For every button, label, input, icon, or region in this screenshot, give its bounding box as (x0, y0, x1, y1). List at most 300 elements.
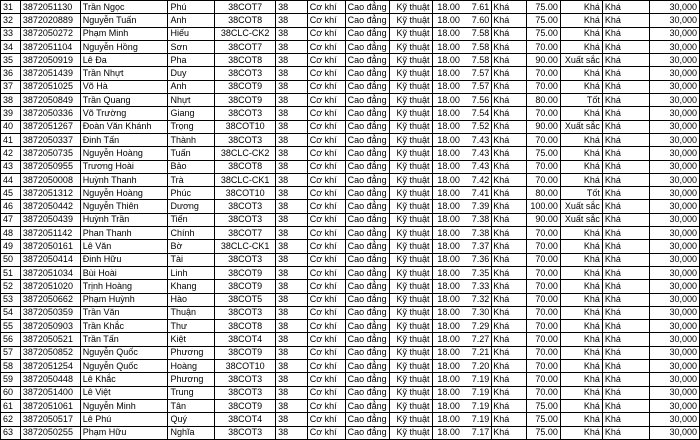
cell-level: Cao đẳng (345, 413, 389, 426)
table-row (1, 67, 700, 80)
cell-row-number: 47 (1, 213, 21, 226)
cell-class: 38COT8 (215, 54, 276, 67)
cell-academic-rank: Khá (492, 173, 527, 186)
cell-last-name: Trịnh Hoàng (80, 280, 168, 293)
cell-cohort: 38 (276, 147, 308, 160)
cell-level: Cao đẳng (345, 346, 389, 359)
cell-gpa: 7.29 (462, 320, 492, 333)
cell-credits: 18.00 (432, 373, 462, 386)
cell-level: Cao đẳng (345, 240, 389, 253)
cell-credits: 18.00 (432, 360, 462, 373)
cell-credits: 18.00 (432, 187, 462, 200)
cell-academic-rank: Khá (492, 120, 527, 133)
cell-credits: 18.00 (432, 133, 462, 146)
cell-credits: 18.00 (432, 173, 462, 186)
cell-academic-rank: Khá (492, 133, 527, 146)
cell-cohort: 38 (276, 54, 308, 67)
cell-department: Cơ khí (307, 40, 345, 53)
cell-row-number: 34 (1, 40, 21, 53)
cell-student-id: 3872050955 (20, 160, 80, 173)
cell-class: 38COT8 (215, 320, 276, 333)
cell-last-name: Huỳnh Trần (80, 213, 168, 226)
cell-level: Cao đẳng (345, 253, 389, 266)
cell-overall-rank: Khá (602, 266, 649, 279)
cell-overall-rank: Khá (602, 399, 649, 412)
cell-last-name: Trần Tấn (80, 333, 168, 346)
cell-overall-rank: Khá (602, 253, 649, 266)
cell-credits: 18.00 (432, 227, 462, 240)
cell-academic-rank: Khá (492, 266, 527, 279)
cell-row-number: 54 (1, 306, 21, 319)
cell-cohort: 38 (276, 413, 308, 426)
cell-level: Cao đẳng (345, 1, 389, 14)
cell-first-name: Thuận (168, 306, 215, 319)
cell-row-number: 55 (1, 320, 21, 333)
cell-amount: 30,000 (650, 266, 700, 279)
cell-department: Cơ khí (307, 147, 345, 160)
cell-amount: 30,000 (650, 173, 700, 186)
cell-field: Kỹ thuật (389, 187, 432, 200)
cell-conduct-rank: Khá (560, 386, 602, 399)
cell-department: Cơ khí (307, 360, 345, 373)
cell-overall-rank: Khá (602, 293, 649, 306)
cell-conduct-score: 70.00 (526, 160, 560, 173)
table-row (1, 280, 700, 293)
cell-cohort: 38 (276, 27, 308, 40)
cell-row-number: 57 (1, 346, 21, 359)
cell-credits: 18.00 (432, 67, 462, 80)
cell-level: Cao đẳng (345, 173, 389, 186)
cell-conduct-rank: Khá (560, 280, 602, 293)
cell-gpa: 7.52 (462, 120, 492, 133)
cell-department: Cơ khí (307, 320, 345, 333)
cell-cohort: 38 (276, 306, 308, 319)
cell-student-id: 3872050903 (20, 320, 80, 333)
cell-row-number: 62 (1, 413, 21, 426)
cell-student-id: 3872050359 (20, 306, 80, 319)
cell-amount: 30,000 (650, 94, 700, 107)
cell-student-id: 3872020889 (20, 14, 80, 27)
cell-conduct-score: 70.00 (526, 360, 560, 373)
cell-gpa: 7.61 (462, 1, 492, 14)
cell-academic-rank: Khá (492, 227, 527, 240)
cell-level: Cao đẳng (345, 373, 389, 386)
cell-first-name: Giang (168, 107, 215, 120)
cell-class: 38COT9 (215, 280, 276, 293)
cell-department: Cơ khí (307, 213, 345, 226)
cell-credits: 18.00 (432, 40, 462, 53)
cell-gpa: 7.36 (462, 253, 492, 266)
cell-conduct-score: 70.00 (526, 253, 560, 266)
cell-amount: 30,000 (650, 280, 700, 293)
cell-student-id: 3872051254 (20, 360, 80, 373)
cell-gpa: 7.56 (462, 94, 492, 107)
cell-class: 38COT3 (215, 426, 276, 439)
cell-conduct-score: 75.00 (526, 14, 560, 27)
cell-conduct-rank: Khá (560, 240, 602, 253)
cell-student-id: 3872050517 (20, 413, 80, 426)
cell-class: 38COT7 (215, 40, 276, 53)
cell-overall-rank: Khá (602, 346, 649, 359)
cell-field: Kỹ thuật (389, 293, 432, 306)
cell-last-name: Lê Khắc (80, 373, 168, 386)
cell-credits: 18.00 (432, 240, 462, 253)
cell-conduct-score: 75.00 (526, 426, 560, 439)
cell-amount: 30,000 (650, 320, 700, 333)
cell-row-number: 52 (1, 280, 21, 293)
cell-conduct-score: 75.00 (526, 1, 560, 14)
cell-gpa: 7.37 (462, 240, 492, 253)
cell-student-id: 3872051312 (20, 187, 80, 200)
cell-level: Cao đẳng (345, 360, 389, 373)
cell-class: 38COT3 (215, 200, 276, 213)
cell-student-id: 3872051025 (20, 80, 80, 93)
table-row (1, 253, 700, 266)
cell-amount: 30,000 (650, 213, 700, 226)
cell-academic-rank: Khá (492, 240, 527, 253)
cell-overall-rank: Khá (602, 227, 649, 240)
table-row (1, 266, 700, 279)
cell-row-number: 35 (1, 54, 21, 67)
table-row (1, 373, 700, 386)
cell-amount: 30,000 (650, 80, 700, 93)
cell-amount: 30,000 (650, 187, 700, 200)
cell-row-number: 53 (1, 293, 21, 306)
cell-department: Cơ khí (307, 67, 345, 80)
cell-department: Cơ khí (307, 306, 345, 319)
cell-credits: 18.00 (432, 413, 462, 426)
cell-level: Cao đẳng (345, 14, 389, 27)
cell-last-name: Trần Ngọc (80, 1, 168, 14)
cell-conduct-score: 70.00 (526, 346, 560, 359)
cell-last-name: Trần Văn (80, 306, 168, 319)
cell-student-id: 3872050852 (20, 346, 80, 359)
cell-row-number: 31 (1, 1, 21, 14)
cell-conduct-score: 75.00 (526, 147, 560, 160)
cell-cohort: 38 (276, 426, 308, 439)
cell-conduct-rank: Khá (560, 293, 602, 306)
cell-cohort: 38 (276, 40, 308, 53)
cell-field: Kỹ thuật (389, 160, 432, 173)
cell-cohort: 38 (276, 320, 308, 333)
cell-overall-rank: Khá (602, 1, 649, 14)
cell-class: 38COT9 (215, 80, 276, 93)
cell-first-name: Chính (168, 227, 215, 240)
cell-department: Cơ khí (307, 1, 345, 14)
cell-student-id: 3872050255 (20, 426, 80, 439)
cell-level: Cao đẳng (345, 107, 389, 120)
cell-first-name: Pha (168, 54, 215, 67)
cell-amount: 30,000 (650, 306, 700, 319)
cell-conduct-rank: Khá (560, 413, 602, 426)
cell-overall-rank: Khá (602, 107, 649, 120)
cell-student-id: 3872051400 (20, 386, 80, 399)
cell-credits: 18.00 (432, 213, 462, 226)
cell-amount: 30,000 (650, 67, 700, 80)
cell-last-name: Lê Phú (80, 413, 168, 426)
cell-conduct-rank: Khá (560, 333, 602, 346)
cell-conduct-rank: Khá (560, 147, 602, 160)
cell-cohort: 38 (276, 187, 308, 200)
cell-academic-rank: Khá (492, 333, 527, 346)
cell-gpa: 7.57 (462, 67, 492, 80)
cell-class: 38COT9 (215, 266, 276, 279)
cell-class: 38COT3 (215, 386, 276, 399)
cell-credits: 18.00 (432, 160, 462, 173)
cell-department: Cơ khí (307, 293, 345, 306)
table-row (1, 227, 700, 240)
cell-overall-rank: Khá (602, 173, 649, 186)
cell-class: 38COT4 (215, 413, 276, 426)
cell-credits: 18.00 (432, 27, 462, 40)
cell-conduct-score: 70.00 (526, 306, 560, 319)
cell-gpa: 7.27 (462, 333, 492, 346)
cell-credits: 18.00 (432, 80, 462, 93)
cell-field: Kỹ thuật (389, 253, 432, 266)
cell-conduct-score: 90.00 (526, 54, 560, 67)
cell-gpa: 7.58 (462, 54, 492, 67)
cell-academic-rank: Khá (492, 40, 527, 53)
table-row (1, 187, 700, 200)
cell-gpa: 7.19 (462, 373, 492, 386)
cell-student-id: 3872050919 (20, 54, 80, 67)
cell-cohort: 38 (276, 1, 308, 14)
cell-row-number: 56 (1, 333, 21, 346)
cell-field: Kỹ thuật (389, 14, 432, 27)
cell-student-id: 3872051104 (20, 40, 80, 53)
cell-class: 38COT3 (215, 67, 276, 80)
cell-cohort: 38 (276, 253, 308, 266)
cell-first-name: Trà (168, 173, 215, 186)
cell-academic-rank: Khá (492, 306, 527, 319)
table-row (1, 40, 700, 53)
cell-class: 38COT3 (215, 253, 276, 266)
cell-conduct-rank: Xuất sắc (560, 200, 602, 213)
cell-overall-rank: Khá (602, 54, 649, 67)
cell-level: Cao đẳng (345, 386, 389, 399)
cell-cohort: 38 (276, 160, 308, 173)
cell-amount: 30,000 (650, 147, 700, 160)
cell-first-name: Bờ (168, 240, 215, 253)
cell-credits: 18.00 (432, 333, 462, 346)
cell-row-number: 46 (1, 200, 21, 213)
cell-student-id: 3872050336 (20, 107, 80, 120)
cell-academic-rank: Khá (492, 54, 527, 67)
cell-conduct-rank: Khá (560, 360, 602, 373)
cell-student-id: 3872050008 (20, 173, 80, 186)
cell-amount: 30,000 (650, 413, 700, 426)
cell-gpa: 7.42 (462, 173, 492, 186)
cell-overall-rank: Khá (602, 200, 649, 213)
cell-overall-rank: Khá (602, 386, 649, 399)
cell-amount: 30,000 (650, 14, 700, 27)
cell-conduct-score: 70.00 (526, 320, 560, 333)
cell-last-name: Nguyễn Hoàng (80, 147, 168, 160)
cell-credits: 18.00 (432, 54, 462, 67)
cell-credits: 18.00 (432, 200, 462, 213)
cell-academic-rank: Khá (492, 160, 527, 173)
cell-last-name: Phạm Huỳnh (80, 293, 168, 306)
cell-amount: 30,000 (650, 240, 700, 253)
cell-field: Kỹ thuật (389, 67, 432, 80)
cell-level: Cao đẳng (345, 147, 389, 160)
cell-last-name: Trần Khắc (80, 320, 168, 333)
cell-row-number: 59 (1, 373, 21, 386)
cell-student-id: 3872050439 (20, 213, 80, 226)
cell-amount: 30,000 (650, 333, 700, 346)
cell-field: Kỹ thuật (389, 94, 432, 107)
cell-department: Cơ khí (307, 133, 345, 146)
cell-level: Cao đẳng (345, 54, 389, 67)
cell-field: Kỹ thuật (389, 227, 432, 240)
cell-first-name: Anh (168, 80, 215, 93)
table-row (1, 94, 700, 107)
cell-gpa: 7.19 (462, 399, 492, 412)
cell-student-id: 3872050442 (20, 200, 80, 213)
cell-conduct-rank: Khá (560, 399, 602, 412)
cell-gpa: 7.60 (462, 14, 492, 27)
cell-level: Cao đẳng (345, 133, 389, 146)
cell-first-name: Hào (168, 293, 215, 306)
cell-overall-rank: Khá (602, 306, 649, 319)
cell-overall-rank: Khá (602, 213, 649, 226)
cell-overall-rank: Khá (602, 320, 649, 333)
cell-conduct-rank: Xuất sắc (560, 213, 602, 226)
cell-cohort: 38 (276, 386, 308, 399)
cell-field: Kỹ thuật (389, 107, 432, 120)
cell-first-name: Dương (168, 200, 215, 213)
cell-amount: 30,000 (650, 54, 700, 67)
cell-overall-rank: Khá (602, 120, 649, 133)
table-row (1, 133, 700, 146)
cell-amount: 30,000 (650, 40, 700, 53)
cell-department: Cơ khí (307, 187, 345, 200)
cell-conduct-rank: Khá (560, 227, 602, 240)
cell-conduct-rank: Tốt (560, 187, 602, 200)
table-row (1, 107, 700, 120)
cell-level: Cao đẳng (345, 293, 389, 306)
cell-amount: 30,000 (650, 346, 700, 359)
cell-level: Cao đẳng (345, 333, 389, 346)
table-row (1, 147, 700, 160)
cell-last-name: Phan Thanh (80, 227, 168, 240)
cell-conduct-score: 100.00 (526, 200, 560, 213)
cell-credits: 18.00 (432, 14, 462, 27)
cell-cohort: 38 (276, 107, 308, 120)
cell-cohort: 38 (276, 213, 308, 226)
cell-last-name: Nguyễn Hoàng (80, 187, 168, 200)
cell-row-number: 33 (1, 27, 21, 40)
cell-conduct-score: 70.00 (526, 40, 560, 53)
cell-conduct-rank: Khá (560, 346, 602, 359)
cell-conduct-rank: Khá (560, 426, 602, 439)
cell-department: Cơ khí (307, 80, 345, 93)
cell-academic-rank: Khá (492, 213, 527, 226)
cell-level: Cao đẳng (345, 227, 389, 240)
cell-conduct-score: 70.00 (526, 280, 560, 293)
cell-field: Kỹ thuật (389, 120, 432, 133)
cell-student-id: 3872051020 (20, 280, 80, 293)
cell-row-number: 63 (1, 426, 21, 439)
cell-last-name: Nguyễn Tuấn (80, 14, 168, 27)
cell-academic-rank: Khá (492, 27, 527, 40)
cell-row-number: 36 (1, 67, 21, 80)
cell-gpa: 7.19 (462, 386, 492, 399)
cell-conduct-score: 90.00 (526, 120, 560, 133)
cell-last-name: Bùi Hoài (80, 266, 168, 279)
cell-credits: 18.00 (432, 426, 462, 439)
cell-conduct-score: 80.00 (526, 187, 560, 200)
cell-student-id: 3872050735 (20, 147, 80, 160)
cell-conduct-rank: Xuất sắc (560, 120, 602, 133)
cell-amount: 30,000 (650, 160, 700, 173)
cell-department: Cơ khí (307, 14, 345, 27)
table-row (1, 1, 700, 14)
cell-class: 38COT3 (215, 213, 276, 226)
cell-cohort: 38 (276, 94, 308, 107)
cell-gpa: 7.58 (462, 27, 492, 40)
cell-student-id: 3872051130 (20, 1, 80, 14)
cell-first-name: Trọng (168, 120, 215, 133)
cell-field: Kỹ thuật (389, 346, 432, 359)
cell-department: Cơ khí (307, 266, 345, 279)
cell-student-id: 3872051061 (20, 399, 80, 412)
cell-first-name: Hoàng (168, 360, 215, 373)
cell-first-name: Khang (168, 280, 215, 293)
cell-level: Cao đẳng (345, 94, 389, 107)
cell-last-name: Trương Hoài (80, 160, 168, 173)
cell-conduct-rank: Xuất sắc (560, 54, 602, 67)
cell-amount: 30,000 (650, 227, 700, 240)
cell-field: Kỹ thuật (389, 54, 432, 67)
cell-row-number: 58 (1, 360, 21, 373)
cell-first-name: Tân (168, 399, 215, 412)
cell-credits: 18.00 (432, 399, 462, 412)
cell-student-id: 3872051439 (20, 67, 80, 80)
cell-gpa: 7.30 (462, 306, 492, 319)
cell-amount: 30,000 (650, 120, 700, 133)
cell-row-number: 51 (1, 266, 21, 279)
cell-amount: 30,000 (650, 200, 700, 213)
cell-row-number: 45 (1, 187, 21, 200)
cell-level: Cao đẳng (345, 187, 389, 200)
cell-department: Cơ khí (307, 227, 345, 240)
table-row (1, 346, 700, 359)
cell-academic-rank: Khá (492, 200, 527, 213)
table-row (1, 413, 700, 426)
cell-first-name: Phương (168, 373, 215, 386)
cell-conduct-rank: Khá (560, 266, 602, 279)
cell-last-name: Đoàn Văn Khánh (80, 120, 168, 133)
cell-amount: 30,000 (650, 293, 700, 306)
cell-field: Kỹ thuật (389, 280, 432, 293)
cell-student-id: 3872050662 (20, 293, 80, 306)
cell-student-id: 3872051034 (20, 266, 80, 279)
cell-conduct-score: 70.00 (526, 266, 560, 279)
cell-field: Kỹ thuật (389, 399, 432, 412)
cell-overall-rank: Khá (602, 240, 649, 253)
cell-amount: 30,000 (650, 386, 700, 399)
table-row (1, 54, 700, 67)
cell-field: Kỹ thuật (389, 373, 432, 386)
table-row (1, 426, 700, 439)
cell-first-name: Tuấn (168, 147, 215, 160)
cell-class: 38COT9 (215, 399, 276, 412)
cell-overall-rank: Khá (602, 80, 649, 93)
cell-conduct-score: 75.00 (526, 413, 560, 426)
cell-amount: 30,000 (650, 373, 700, 386)
cell-level: Cao đẳng (345, 27, 389, 40)
